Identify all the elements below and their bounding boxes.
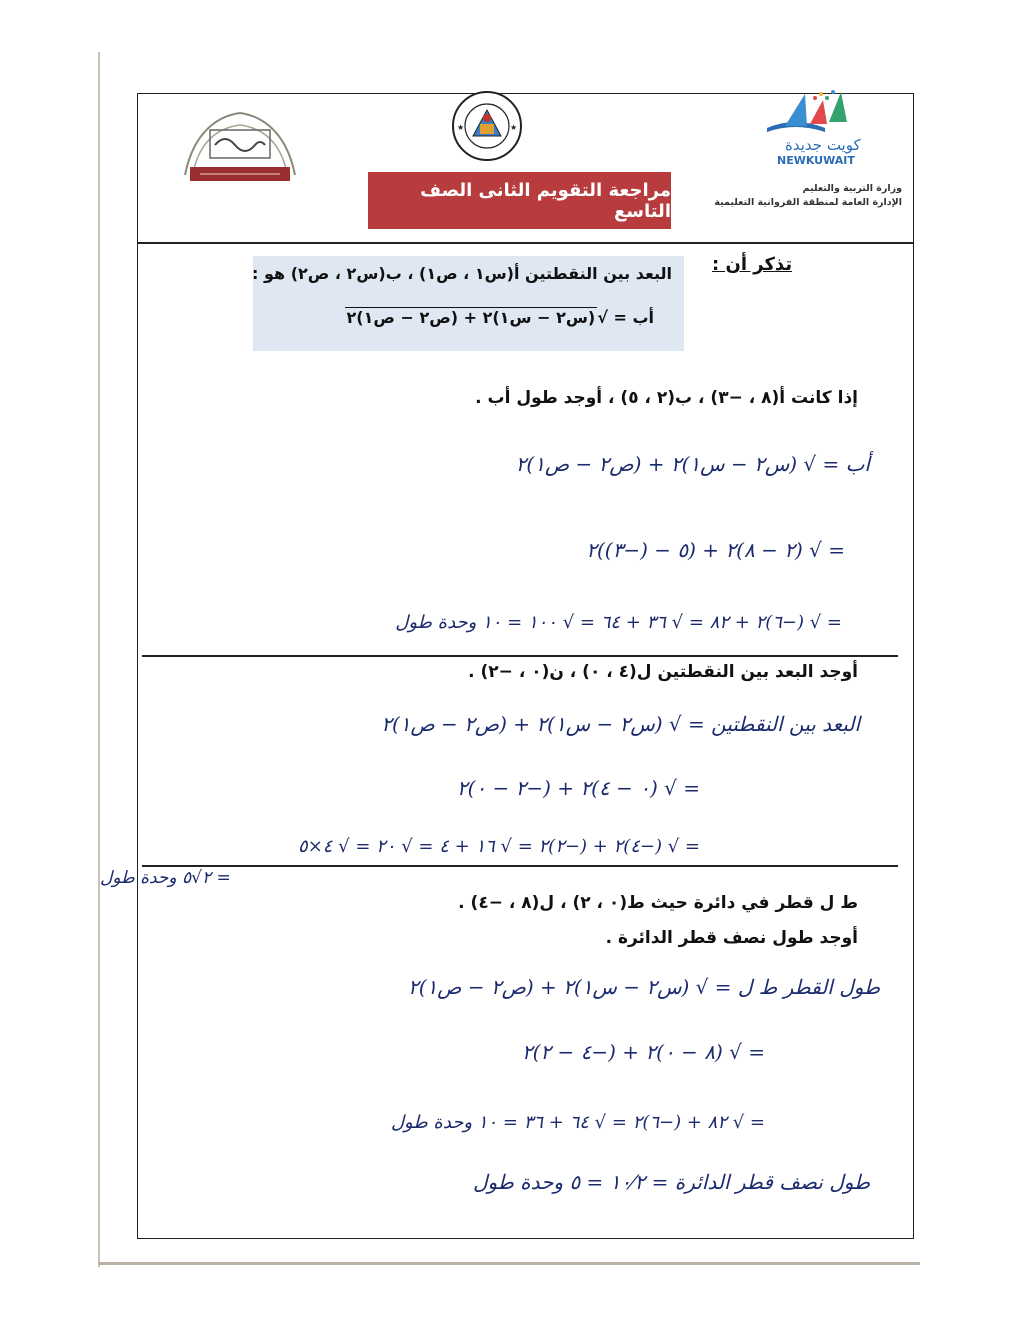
question-3-task: أوجد طول نصف قطر الدائرة .: [605, 928, 858, 948]
new-kuwait-logo: [755, 86, 865, 166]
q2-step-2: = √ (٠ − ٤)٢ + (−٢ − ٠)٢: [456, 776, 700, 800]
divider: [142, 655, 898, 657]
q3-step-4: طول نصف قطر الدائرة = ١٠⁄٢ = ٥ وحدة طول: [472, 1170, 870, 1194]
q1-step-3: = √ (−٦)٢ + ٨٢ = √ ٣٦ + ٦٤ = √ ١٠٠ = ١٠ وحدة طول: [395, 612, 842, 633]
question-2-prompt: أوجد البعد بين النقطتين ل(٤ ، ٠) ، ن(٠ ، −٢) .: [468, 662, 858, 682]
q2-step-1: البعد بين النقطتين = √ (س٢ − س١)٢ + (ص٢ − ص١)٢: [381, 712, 860, 736]
distance-formula-box: [253, 256, 684, 351]
divider: [142, 865, 898, 867]
question-3-prompt: ط ل قطر في دائرة حيث ط(٠ ، ٢) ، ل(٨ ، −٤) .: [458, 893, 858, 913]
svg-text:★: ★: [510, 123, 518, 132]
q1-step-1: أب = √ (س٢ − س١)٢ + (ص٢ − ص١)٢: [515, 452, 870, 476]
school-emblem-logo: [175, 105, 305, 190]
ministry-name: وزارة التربية والتعليم الإدارة العامة لمنطقة الفروانية التعليمية: [714, 183, 902, 208]
q3-step-1: طول القطر ط ل = √ (س٢ − س١)٢ + (ص٢ − ص١)٢: [407, 975, 880, 999]
formula-expression: أب = √(س٢ − س١)٢ + (ص٢ − ص١)٢: [346, 308, 654, 327]
q3-step-3: = √ ٨٢ + (−٦)٢ = √ ٦٤ + ٣٦ = ١٠ وحدة طول: [390, 1112, 765, 1133]
q3-step-2: = √ (٨ − ٠)٢ + (−٤ − ٢)٢: [521, 1040, 765, 1064]
question-1-prompt: إذا كانت أ(٨ ، −٣) ، ب(٢ ، ٥) ، أوجد طول أب .: [475, 388, 858, 408]
svg-text:NEWKUWAIT: NEWKUWAIT: [777, 154, 855, 166]
brand-arabic: كويت جديدة: [785, 136, 861, 154]
formula-statement: البعد بين النقطتين أ(س١ ، ص١) ، ب(س٢ ، ص٢) هو :: [252, 264, 672, 283]
q2-step-3: = √ (−٤)٢ + (−٢)٢ = √ ١٦ + ٤ = √ ٢٠ = √ ٤×٥: [298, 836, 700, 857]
reminder-heading: تذكر أن :: [712, 254, 793, 275]
scan-edge: [98, 52, 100, 1267]
divider: [137, 242, 914, 244]
svg-text:★: ★: [457, 123, 465, 132]
math-department-seal: [440, 86, 535, 164]
q1-step-2: = √ (٢ − ٨)٢ + (٥ − (−٣))٢: [586, 538, 845, 562]
q2-final-answer: = ٢√٥ وحدة طول: [100, 868, 231, 888]
scan-edge: [98, 1262, 920, 1265]
page-title: مراجعة التقويم الثانى الصف التاسع: [368, 172, 671, 229]
